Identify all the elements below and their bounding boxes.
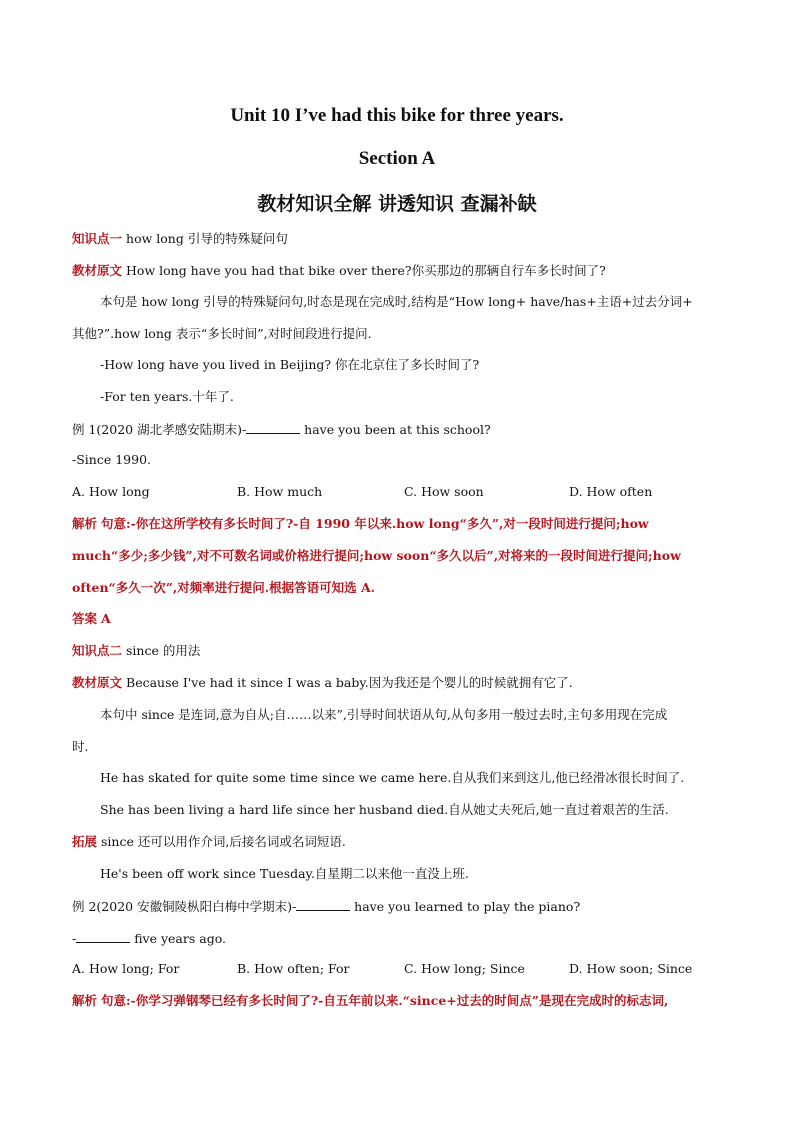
point1-example-answer: -For ten years.十年了. — [100, 389, 234, 404]
point2-topic: since 的用法 — [126, 643, 201, 658]
page-subtitle: 教材知识全解 讲透知识 查漏补缺 — [257, 193, 537, 215]
example1-answer — [72, 611, 111, 627]
point1-explain-line1: 本句是 how long 引导的特殊疑问句,时态是现在完成时,结构是“How long+ have/has+主语+过去分词+ — [100, 294, 693, 309]
example2-analysis-text1: 句意:-你学习弹钢琴已经有多长时间了?-自五年前以来.“since+过去的时间点”是现在完成时的标志词, — [101, 993, 669, 1008]
example1-option-c: C. How soon — [404, 484, 484, 499]
example2-analysis-label: 解析 — [72, 993, 98, 1008]
example1-option-a: A. How long — [72, 484, 150, 499]
point2-example-2: She has been living a hard life since her husband died.自从她丈夫死后,她一直过着艰苦的生活. — [100, 802, 669, 817]
example1-analysis-line2: much“多少;多少钱”,对不可数名词或价格进行提问;how soon“多久以后”,对将来的一段时间进行提问;how — [72, 548, 681, 563]
point2-label: 知识点二 — [72, 643, 123, 658]
point1-explain-line2: 其他?”.how long 表示“多长时间”,对时间段进行提问. — [72, 326, 372, 341]
example1-analysis-line3: often“多久一次”,对频率进行提问.根据答语可知选 A. — [72, 580, 376, 595]
example1-answer-value: A — [101, 611, 111, 626]
point2-explain-line2: 时. — [72, 739, 89, 754]
example2-blank-1 — [296, 898, 350, 911]
point1-heading — [72, 231, 288, 247]
example2-option-b: B. How often; For — [237, 961, 350, 976]
example1-option-d: D. How often — [569, 484, 653, 499]
example2-blank-2 — [76, 930, 130, 943]
point2-source-label: 教材原文 — [72, 675, 123, 690]
example1-question — [72, 421, 491, 438]
example2-analysis-line1 — [72, 993, 668, 1009]
point2-example-1: He has skated for quite some time since we came here.自从我们来到这儿,他已经滑冰很长时间了. — [100, 770, 685, 785]
point1-topic: how long 引导的特殊疑问句 — [126, 231, 288, 246]
point1-source-label: 教材原文 — [72, 263, 123, 278]
unit-title: Unit 10 I’ve had this bike for three years. — [230, 105, 564, 126]
point1-source-text: How long have you had that bike over there?你买那边的那辆自行车多长时间了? — [126, 263, 606, 278]
point2-extend-text: since 还可以用作介词,后接名词或名词短语. — [101, 834, 346, 849]
example2-a-prefix: - — [72, 931, 77, 946]
example1-prefix: 例 1(2020 湖北孝感安陆期末)- — [72, 422, 247, 437]
example2-answer-line — [72, 930, 226, 947]
example2-option-d: D. How soon; Since — [569, 961, 693, 976]
example2-prefix: 例 2(2020 安徽铜陵枞阳白梅中学期末)- — [72, 899, 297, 914]
point2-extend-label: 拓展 — [72, 834, 98, 849]
example2-question — [72, 898, 580, 915]
point2-heading — [72, 643, 200, 659]
example1-option-b: B. How much — [237, 484, 323, 499]
example1-analysis-line1 — [72, 516, 649, 532]
point1-source — [72, 263, 606, 279]
example1-suffix: have you been at this school? — [300, 422, 491, 437]
example2-option-a: A. How long; For — [72, 961, 180, 976]
example1-analysis-text1: 句意:-你在这所学校有多长时间了?-自 1990 年以来.how long“多久”,对一段时间进行提问;how — [101, 516, 649, 531]
point2-example-3: He's been off work since Tuesday.自星期二以来他一直没上班. — [100, 866, 469, 881]
example1-blank — [246, 421, 300, 434]
point1-example-question: -How long have you lived in Beijing? 你在北京住了多长时间了? — [100, 357, 480, 372]
point2-source — [72, 675, 573, 691]
point2-explain-line1: 本句中 since 是连词,意为自从;自……以来”,引导时间状语从句,从句多用一般过去时,主句多用现在完成 — [100, 707, 668, 722]
example1-analysis-label: 解析 — [72, 516, 98, 531]
example2-option-c: C. How long; Since — [404, 961, 525, 976]
point1-label: 知识点一 — [72, 231, 123, 246]
example1-answer-label: 答案 — [72, 611, 98, 626]
example1-answer-line: -Since 1990. — [72, 452, 151, 467]
example2-a-suffix: five years ago. — [130, 931, 226, 946]
point2-source-text: Because I've had it since I was a baby.因为我还是个婴儿的时候就拥有它了. — [126, 675, 573, 690]
section-title: Section A — [358, 148, 436, 169]
example2-suffix: have you learned to play the piano? — [350, 899, 581, 914]
point2-extend — [72, 834, 346, 850]
